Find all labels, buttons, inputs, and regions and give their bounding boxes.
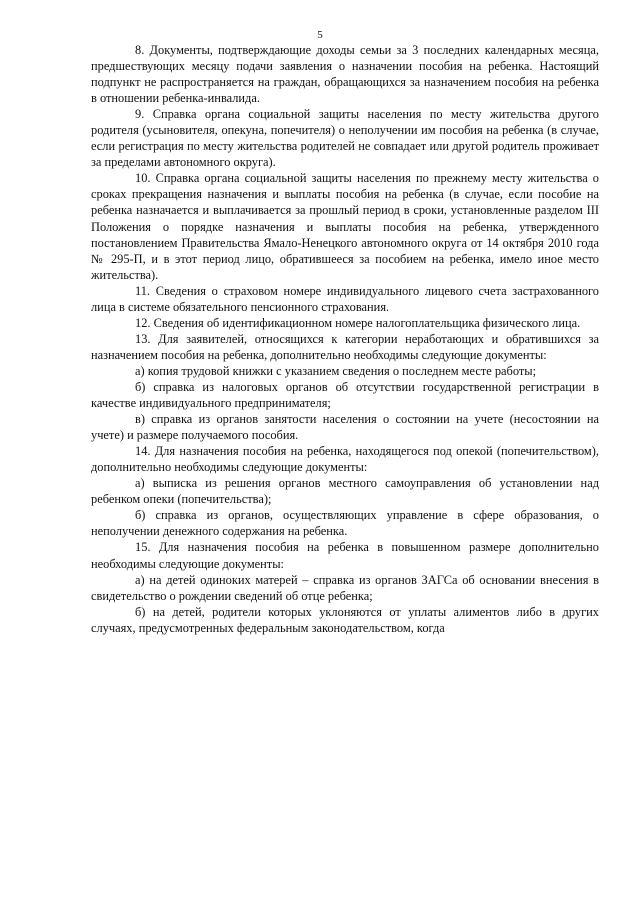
paragraph-item-15: 15. Для назначения пособия на ребенка в повышенном размере дополнительно необходимы следующие документы:	[91, 540, 599, 571]
paragraph-item-15b: б) на детей, родители которых уклоняются от уплаты алиментов либо в других случаях, предусмотренных федеральным законодательством, когда	[91, 604, 599, 635]
paragraph-item-14: 14. Для назначения пособия на ребенка, находящегося под опекой (попечительством), дополнительно необходимы следующие документы:	[91, 444, 599, 475]
paragraph-item-14b: б) справка из органов, осуществляющих управление в сфере образования, о неполучении денежного содержания на ребенка.	[91, 508, 599, 539]
page-number: 5	[317, 29, 323, 41]
paragraph-item-9: 9. Справка органа социальной защиты населения по месту жительства другого родителя (усыновителя, опекуна, попечителя) о неполучении им пособия на ребенка (в случае, если регистрация по месту жительства родителей не совпадает или другой родитель проживает за пределами автономного округа).	[91, 107, 599, 170]
paragraph-item-12: 12. Сведения об идентификационном номере налогоплательщика физического лица.	[135, 315, 581, 330]
paragraph-item-13a: а) копия трудовой книжки с указанием сведения о последнем месте работы;	[135, 363, 537, 378]
paragraph-item-13: 13. Для заявителей, относящихся к категории неработающих и обратившихся за назначением пособия на ребенка, дополнительно необходимы следующие документы:	[91, 331, 599, 362]
document-body	[91, 42, 599, 636]
paragraph-item-13b: б) справка из налоговых органов об отсутствии государственной регистрации в качестве индивидуального предпринимателя;	[91, 379, 599, 411]
paragraph-item-11: 11. Сведения о страховом номере индивидуального лицевого счета застрахованного лица в системе обязательного пенсионного страхования.	[91, 283, 599, 314]
paragraph-item-15a: а) на детей одиноких матерей – справка из органов ЗАГСа об основании внесения в свидетельство о рождении сведений об отце ребенка;	[91, 572, 599, 603]
paragraph-item-14a: а) выписка из решения органов местного самоуправления об установлении над ребенком опеки (попечительства);	[91, 476, 599, 507]
paragraph-item-13c: в) справка из органов занятости населения о состоянии на учете (несостоянии на учете) и размере получаемого пособия.	[91, 412, 599, 443]
paragraph-item-10: 10. Справка органа социальной защиты населения по прежнему месту жительства о сроках прекращения назначения и выплаты пособия на ребенка (в случае, если пособие на ребенка назначается и выплачивается за прошлый период в сроки, установленные разделом III Положения о порядке назначения и выплаты пособия на ребенка, утвержденного постановлением Правительства Ямало-Ненецкого автономного округа от 14 октября 2010 года № 295-П, и в этот период лицо, обратившееся за пособием на ребенка, имело иное место жительства).	[91, 171, 599, 282]
paragraph-item-8: 8. Документы, подтверждающие доходы семьи за 3 последних календарных месяца, предшествующих месяцу подачи заявления о назначении пособия на ребенка. Настоящий подпункт не распространяется на граждан, обращающихся за назначением пособия на ребенка в отношении ребенка-инвалида.	[91, 43, 599, 106]
